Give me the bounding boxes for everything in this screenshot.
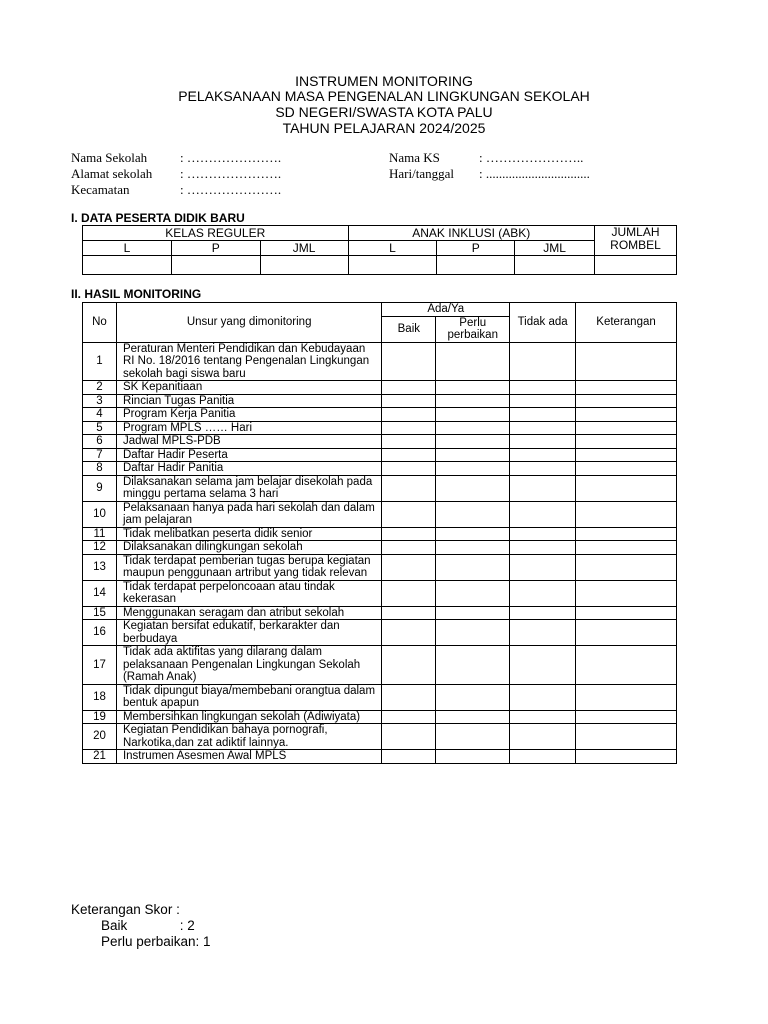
row-baik-cell[interactable] [382, 501, 436, 527]
inklusi-jml-header: JML [515, 241, 595, 256]
table-row [83, 541, 677, 555]
row-perlu-cell[interactable] [436, 462, 510, 476]
row-tidak-cell[interactable] [510, 435, 576, 449]
row-baik-cell[interactable] [382, 435, 436, 449]
row-keterangan-cell[interactable] [576, 724, 677, 750]
section-data-peserta-title: I. DATA PESERTA DIDIK BARU [71, 211, 245, 225]
rombel-label: ROMBEL [610, 238, 661, 252]
doc-title-line3: SD NEGERI/SWASTA KOTA PALU [275, 104, 493, 120]
row-tidak-cell[interactable] [510, 750, 576, 764]
row-baik-cell[interactable] [382, 620, 436, 646]
nama-sekolah-value: : …………………. [180, 150, 282, 165]
row-item-text: Daftar Hadir Peserta [116, 448, 381, 462]
row-perlu-cell[interactable] [436, 724, 510, 750]
nama-ks-value: : ………………….. [479, 150, 584, 165]
row-keterangan-cell[interactable] [576, 710, 677, 724]
row-number: 16 [83, 620, 117, 646]
row-tidak-cell[interactable] [510, 606, 576, 620]
table-row [83, 408, 677, 422]
reguler-p-cell[interactable] [171, 256, 260, 275]
table-row [83, 342, 677, 381]
row-tidak-cell[interactable] [510, 724, 576, 750]
row-baik-cell[interactable] [382, 606, 436, 620]
legend-baik: Baik : 2 [101, 918, 195, 933]
row-number: 11 [83, 527, 117, 541]
inklusi-l-cell[interactable] [348, 256, 437, 275]
row-baik-cell[interactable] [382, 684, 436, 710]
row-keterangan-cell[interactable] [576, 646, 677, 685]
row-number: 8 [83, 462, 117, 476]
row-perlu-cell[interactable] [436, 381, 510, 395]
row-item-text: Instrumen Asesmen Awal MPLS [116, 750, 381, 764]
table-row [83, 620, 677, 646]
row-baik-cell[interactable] [382, 724, 436, 750]
hari-tanggal-label: Hari/tanggal [389, 166, 454, 181]
row-keterangan-cell[interactable] [576, 684, 677, 710]
row-keterangan-cell[interactable] [576, 421, 677, 435]
row-tidak-cell[interactable] [510, 580, 576, 606]
row-item-text: Tidak dipungut biaya/membebani orangtua dalam bentuk apapun [116, 684, 381, 710]
row-number: 10 [83, 501, 117, 527]
row-perlu-cell[interactable] [436, 554, 510, 580]
inklusi-p-cell[interactable] [437, 256, 515, 275]
row-number: 9 [83, 475, 117, 501]
legend-perlu: Perlu perbaikan: 1 [101, 934, 211, 949]
row-baik-cell[interactable] [382, 750, 436, 764]
nama-sekolah-label: Nama Sekolah [71, 150, 148, 165]
table-row [83, 421, 677, 435]
table-row [83, 381, 677, 395]
table-row [83, 580, 677, 606]
doc-title-line1: INSTRUMEN MONITORING [295, 73, 473, 89]
row-tidak-cell[interactable] [510, 620, 576, 646]
col-ada-header: Ada/Ya [382, 303, 510, 317]
row-keterangan-cell[interactable] [576, 394, 677, 408]
row-item-text: Tidak terdapat pemberian tugas berupa kegiatan maupun penggunaan artribut yang tidak relevan [116, 554, 381, 580]
row-tidak-cell[interactable] [510, 710, 576, 724]
table-row [83, 501, 677, 527]
row-number: 6 [83, 435, 117, 449]
row-baik-cell[interactable] [382, 394, 436, 408]
row-item-text: Kegiatan Pendidikan bahaya pornografi, Narkotika,dan zat adiktif lainnya. [116, 724, 381, 750]
row-tidak-cell[interactable] [510, 408, 576, 422]
row-item-text: Pelaksanaan hanya pada hari sekolah dan dalam jam pelajaran [116, 501, 381, 527]
col-baik-header: Baik [382, 316, 436, 342]
section-hasil-monitoring-title: II. HASIL MONITORING [71, 287, 202, 301]
row-item-text: Kegiatan bersifat edukatif, berkarakter dan berbudaya [116, 620, 381, 646]
alamat-sekolah-value: : …………………. [180, 166, 282, 181]
row-tidak-cell[interactable] [510, 342, 576, 381]
row-number: 12 [83, 541, 117, 555]
row-number: 13 [83, 554, 117, 580]
table-row [83, 606, 677, 620]
row-perlu-cell[interactable] [436, 435, 510, 449]
row-item-text: Peraturan Menteri Pendidikan dan Kebudayaan RI No. 18/2016 tentang Pengenalan Lingkungan sekolah bagi siswa baru [116, 342, 381, 381]
row-perlu-cell[interactable] [436, 421, 510, 435]
col-no-header: No [83, 303, 117, 343]
row-baik-cell[interactable] [382, 462, 436, 476]
row-item-text: Dilaksanakan dilingkungan sekolah [116, 541, 381, 555]
row-baik-cell[interactable] [382, 408, 436, 422]
row-item-text: Menggunakan seragam dan atribut sekolah [116, 606, 381, 620]
row-keterangan-cell[interactable] [576, 408, 677, 422]
monitoring-rows [83, 342, 677, 763]
row-keterangan-cell[interactable] [576, 580, 677, 606]
row-item-text: Daftar Hadir Panitia [116, 462, 381, 476]
row-perlu-cell[interactable] [436, 501, 510, 527]
row-number: 21 [83, 750, 117, 764]
row-item-text: Jadwal MPLS-PDB [116, 435, 381, 449]
row-keterangan-cell[interactable] [576, 381, 677, 395]
col-unsur-header: Unsur yang dimonitoring [116, 303, 381, 343]
row-item-text: Program MPLS …… Hari [116, 421, 381, 435]
col-keterangan-header: Keterangan [576, 303, 677, 343]
row-item-text: Tidak ada aktifitas yang dilarang dalam pelaksanaan Pengenalan Lingkungan Sekolah (Ramah Anak) [116, 646, 381, 685]
row-keterangan-cell[interactable] [576, 475, 677, 501]
table-row [83, 750, 677, 764]
row-item-text: SK Kepanitiaan [116, 381, 381, 395]
row-tidak-cell[interactable] [510, 501, 576, 527]
row-perlu-cell[interactable] [436, 710, 510, 724]
row-number: 1 [83, 342, 117, 381]
jumlah-rombel-cell[interactable] [595, 256, 677, 275]
row-keterangan-cell[interactable] [576, 342, 677, 381]
row-keterangan-cell[interactable] [576, 606, 677, 620]
row-tidak-cell[interactable] [510, 448, 576, 462]
reguler-jml-cell[interactable] [260, 256, 348, 275]
kelas-reguler-header: KELAS REGULER [83, 226, 349, 241]
row-tidak-cell[interactable] [510, 421, 576, 435]
row-baik-cell[interactable] [382, 580, 436, 606]
row-baik-cell[interactable] [382, 646, 436, 685]
hasil-monitoring-table [82, 302, 677, 764]
reguler-jml-header: JML [260, 241, 348, 256]
row-keterangan-cell[interactable] [576, 435, 677, 449]
row-perlu-cell[interactable] [436, 527, 510, 541]
row-tidak-cell[interactable] [510, 381, 576, 395]
row-item-text: Tidak melibatkan peserta didik senior [116, 527, 381, 541]
anak-inklusi-header: ANAK INKLUSI (ABK) [348, 226, 595, 241]
row-number: 7 [83, 448, 117, 462]
row-perlu-cell[interactable] [436, 646, 510, 685]
table-row [83, 554, 677, 580]
row-perlu-cell[interactable] [436, 408, 510, 422]
row-keterangan-cell[interactable] [576, 462, 677, 476]
nama-ks-label: Nama KS [389, 150, 440, 165]
doc-title-line4: TAHUN PELAJARAN 2024/2025 [282, 120, 486, 136]
row-baik-cell[interactable] [382, 342, 436, 381]
legend-title: Keterangan Skor : [71, 902, 180, 917]
table-row [83, 475, 677, 501]
row-baik-cell[interactable] [382, 421, 436, 435]
row-tidak-cell[interactable] [510, 541, 576, 555]
jumlah-label: JUMLAH [611, 225, 660, 239]
row-baik-cell[interactable] [382, 527, 436, 541]
doc-title-line2: PELAKSANAAN MASA PENGENALAN LINGKUNGAN SEKOLAH [178, 88, 590, 104]
row-perlu-cell[interactable] [436, 750, 510, 764]
reguler-l-header: L [83, 241, 172, 256]
alamat-sekolah-label: Alamat sekolah [71, 166, 153, 181]
row-item-text: Dilaksanakan selama jam belajar disekolah pada minggu pertama selama 3 hari [116, 475, 381, 501]
row-number: 4 [83, 408, 117, 422]
row-keterangan-cell[interactable] [576, 554, 677, 580]
col-perlu-header: Perlu perbaikan [436, 316, 510, 342]
table-row [83, 448, 677, 462]
row-perlu-cell[interactable] [436, 475, 510, 501]
row-keterangan-cell[interactable] [576, 750, 677, 764]
kecamatan-label: Kecamatan [71, 182, 130, 197]
row-number: 5 [83, 421, 117, 435]
row-tidak-cell[interactable] [510, 475, 576, 501]
row-baik-cell[interactable] [382, 554, 436, 580]
table-row [83, 724, 677, 750]
reguler-l-cell[interactable] [83, 256, 172, 275]
table-row [83, 710, 677, 724]
table-row [83, 394, 677, 408]
row-keterangan-cell[interactable] [576, 448, 677, 462]
row-baik-cell[interactable] [382, 381, 436, 395]
inklusi-jml-cell[interactable] [515, 256, 595, 275]
row-perlu-cell[interactable] [436, 394, 510, 408]
row-tidak-cell[interactable] [510, 527, 576, 541]
row-tidak-cell[interactable] [510, 394, 576, 408]
row-number: 19 [83, 710, 117, 724]
row-tidak-cell[interactable] [510, 462, 576, 476]
row-baik-cell[interactable] [382, 475, 436, 501]
data-peserta-table [82, 225, 677, 275]
row-perlu-cell[interactable] [436, 606, 510, 620]
jumlah-rombel-header [595, 226, 677, 256]
row-perlu-cell[interactable] [436, 580, 510, 606]
kecamatan-value: : …………………. [180, 182, 282, 197]
row-perlu-cell[interactable] [436, 342, 510, 381]
row-number: 3 [83, 394, 117, 408]
row-tidak-cell[interactable] [510, 646, 576, 685]
row-perlu-cell[interactable] [436, 541, 510, 555]
row-tidak-cell[interactable] [510, 684, 576, 710]
row-item-text: Tidak terdapat perpeloncoaan atau tindak kekerasan [116, 580, 381, 606]
row-number: 2 [83, 381, 117, 395]
row-number: 15 [83, 606, 117, 620]
row-perlu-cell[interactable] [436, 684, 510, 710]
row-baik-cell[interactable] [382, 541, 436, 555]
row-item-text: Rincian Tugas Panitia [116, 394, 381, 408]
table-row [83, 684, 677, 710]
row-number: 18 [83, 684, 117, 710]
table-row [83, 435, 677, 449]
row-number: 17 [83, 646, 117, 685]
row-keterangan-cell[interactable] [576, 620, 677, 646]
inklusi-l-header: L [348, 241, 437, 256]
row-keterangan-cell[interactable] [576, 541, 677, 555]
row-tidak-cell[interactable] [510, 554, 576, 580]
reguler-p-header: P [171, 241, 260, 256]
hari-tanggal-value: : ................................ [479, 166, 590, 181]
row-baik-cell[interactable] [382, 448, 436, 462]
row-item-text: Membersihkan lingkungan sekolah (Adiwiyata) [116, 710, 381, 724]
col-tidak-ada-header: Tidak ada [510, 303, 576, 343]
table-row [83, 646, 677, 685]
row-item-text: Program Kerja Panitia [116, 408, 381, 422]
row-number: 20 [83, 724, 117, 750]
row-keterangan-cell[interactable] [576, 527, 677, 541]
table-row [83, 527, 677, 541]
table-row [83, 462, 677, 476]
row-number: 14 [83, 580, 117, 606]
row-perlu-cell[interactable] [436, 448, 510, 462]
inklusi-p-header: P [437, 241, 515, 256]
row-perlu-cell[interactable] [436, 620, 510, 646]
row-baik-cell[interactable] [382, 710, 436, 724]
row-keterangan-cell[interactable] [576, 501, 677, 527]
